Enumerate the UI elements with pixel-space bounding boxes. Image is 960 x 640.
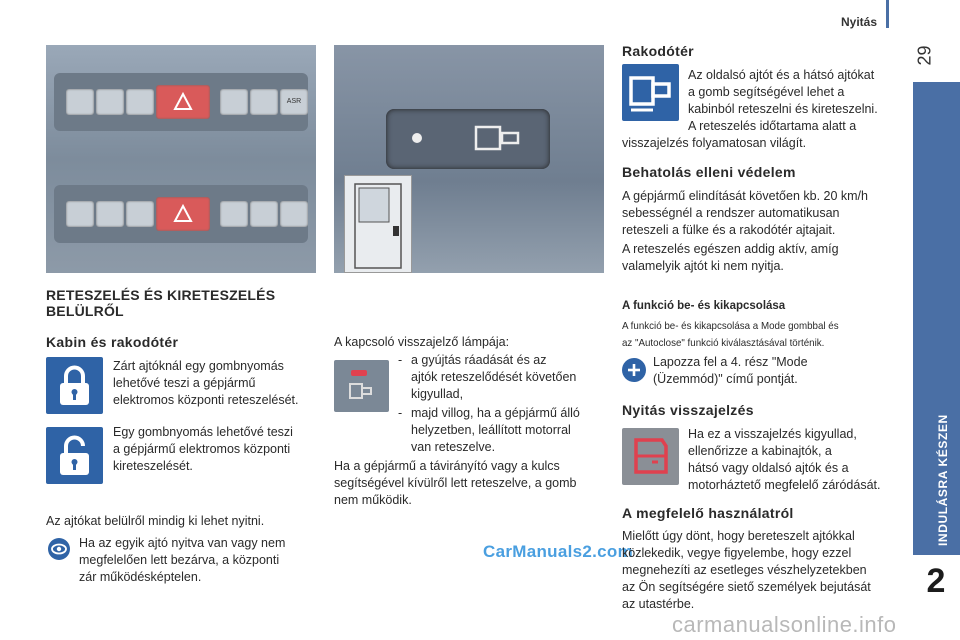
switch-button [96, 89, 124, 115]
hazard-triangle-icon [156, 197, 210, 231]
note-intro: Az ajtókat belülről mindig ki lehet nyitni. [46, 514, 265, 528]
text-line: valamelyik ajtót ki nem nyitja. [622, 259, 784, 273]
text-line: a gomb segítségével lehet a [688, 85, 845, 99]
van-door-inset [344, 175, 412, 273]
cargo-text [688, 67, 878, 135]
bullet-two [411, 405, 580, 456]
cargo-title: Rakodótér [622, 43, 694, 59]
watermark-carmanuals2: CarManuals2.com [483, 542, 633, 561]
text-line: (Üzemmód)" című pontját. [653, 372, 798, 386]
text-line: a gyújtás ráadását és az [411, 353, 547, 367]
page-number: 29 [914, 45, 935, 66]
text-line: az "Autoclose" funkció kiválasztásával történik. [622, 337, 825, 349]
text-line: az utastérbe. [622, 597, 695, 611]
van-door-illustration [345, 176, 411, 272]
chapter-title: INDULÁSRA KÉSZEN [936, 414, 950, 546]
switch-button [126, 201, 154, 227]
intrusion-p1 [622, 188, 868, 239]
cargo-button-photo [334, 45, 604, 273]
remote-text [334, 458, 576, 509]
function-note [653, 354, 808, 388]
switch-button [250, 201, 278, 227]
section-title-line: RETESZELÉS ÉS KIRETESZELÉS [46, 287, 276, 303]
cargo-door-icon [472, 123, 524, 157]
usage-text [622, 528, 871, 613]
eye-icon [48, 538, 70, 560]
text-line: Az oldalsó ajtót és a hátsó ajtókat [688, 68, 875, 82]
text-line: Ha ez a visszajelzés kigyullad, [688, 427, 857, 441]
text-line: Ha a gépjármű a távirányító vagy a kulcs [334, 459, 560, 473]
text-line: Ha az egyik ajtó nyitva van vagy nem [79, 536, 286, 550]
plus-icon [622, 358, 646, 382]
text-line: A funkció be- és kikapcsolása a Mode gombbal és [622, 320, 839, 332]
text-line: lehetővé teszi a gépjármű [113, 376, 256, 390]
text-line: A reteszelés egészen addig aktív, amíg [622, 242, 839, 256]
text-line: majd villog, ha a gépjármű álló [411, 406, 580, 420]
text-line: helyzetben, leállított motorral [411, 423, 571, 437]
chapter-number: 2 [926, 562, 946, 600]
indicator-lamp [412, 133, 422, 143]
bullet-dash: - [398, 406, 403, 420]
unlock-icon [46, 427, 103, 484]
text-line: közlekedik, vegye figyelembe, hogy ezzel [622, 546, 852, 560]
text-line: segítségével kívülről lett reteszelve, a gomb [334, 476, 577, 490]
bullet-one [411, 352, 576, 403]
switch-button [126, 89, 154, 115]
lamp-icon [334, 360, 389, 412]
text-line: elektromos központi reteszelését. [113, 393, 299, 407]
header-accent-bar [886, 0, 889, 28]
text-line: sebességnél a rendszer automatikusan [622, 206, 840, 220]
hazard-button [156, 85, 210, 119]
hazard-triangle-icon [156, 85, 210, 119]
text-line: a gépjármű elektromos központi [113, 442, 291, 456]
unlock-description [113, 424, 293, 475]
text-line: ellenőrizze a kabinajtók, a [688, 444, 832, 458]
text-line: zár működésképtelen. [79, 570, 202, 584]
text-line: motorháztető megfelelő záródását. [688, 478, 881, 492]
function-text [622, 318, 839, 352]
watermark-carmanualsonline: carmanualsonline.info [672, 612, 897, 637]
switch-button [66, 89, 94, 115]
section-title [46, 287, 275, 319]
text-line: van reteszelve. [411, 440, 496, 454]
text-line: megfelelően lett bezárva, a központi [79, 553, 280, 567]
text-line: nem működik. [334, 493, 412, 507]
hazard-button [156, 197, 210, 231]
lock-description [113, 358, 299, 409]
cargo-switch [386, 109, 550, 169]
text-line: Mielőtt úgy dönt, hogy bereteszelt ajtókkal [622, 529, 855, 543]
header-title: Nyitás [841, 15, 878, 29]
cargo-text-last: visszajelzés folyamatosan világít. [622, 136, 807, 150]
section-title-line: BELÜLRŐL [46, 303, 124, 319]
open-indicator-title: Nyitás visszajelzés [622, 402, 754, 418]
asr-button: ASR [280, 89, 308, 115]
red-lamp [351, 370, 367, 376]
switch-button [66, 201, 94, 227]
usage-title: A megfelelő használatról [622, 505, 794, 521]
switch-strip-top [54, 73, 308, 131]
text-line: kabinból reteszelni és kireteszelni. [688, 102, 878, 116]
open-door-warning-icon [622, 428, 679, 485]
bullet-dash: - [398, 353, 403, 367]
text-line: hátsó vagy oldalsó ajtók és a [688, 461, 849, 475]
text-line: Egy gombnyomás lehetővé teszi [113, 425, 293, 439]
switch-button [220, 89, 248, 115]
lamp-title: A kapcsoló visszajelző lámpája: [334, 335, 510, 349]
text-line: ajtók reteszelődését követően [411, 370, 577, 384]
text-line: kireteszelését. [113, 459, 193, 473]
text-line: A gépjármű elindítását követően kb. 20 km/h [622, 189, 868, 203]
text-line: Zárt ajtóknál egy gombnyomás [113, 359, 284, 373]
open-indicator-text [688, 426, 880, 494]
text-line: A reteszelés időtartama alatt a [688, 119, 857, 133]
note-text [79, 535, 285, 586]
text-line: az Ön segítségére siető személyek bejutását [622, 580, 871, 594]
lock-icon [46, 357, 103, 414]
switch-button [280, 201, 308, 227]
switch-strip-bottom [54, 185, 308, 243]
function-title: A funkció be- és kikapcsolása [622, 300, 786, 312]
switch-button [250, 89, 278, 115]
switch-panel-photo [46, 45, 316, 273]
text-line: reteszeli a fülke és a rakodótér ajtajait. [622, 223, 836, 237]
switch-button [96, 201, 124, 227]
switch-button [220, 201, 248, 227]
subheading-cabin: Kabin és rakodótér [46, 334, 179, 350]
cargo-door-icon [622, 64, 679, 121]
text-line: megnehezíti az esetleges vészhelyzetekben [622, 563, 867, 577]
text-line: Lapozza fel a 4. rész "Mode [653, 355, 808, 369]
intrusion-p2 [622, 241, 839, 275]
text-line: kigyullad, [411, 387, 464, 401]
intrusion-title: Behatolás elleni védelem [622, 164, 796, 180]
